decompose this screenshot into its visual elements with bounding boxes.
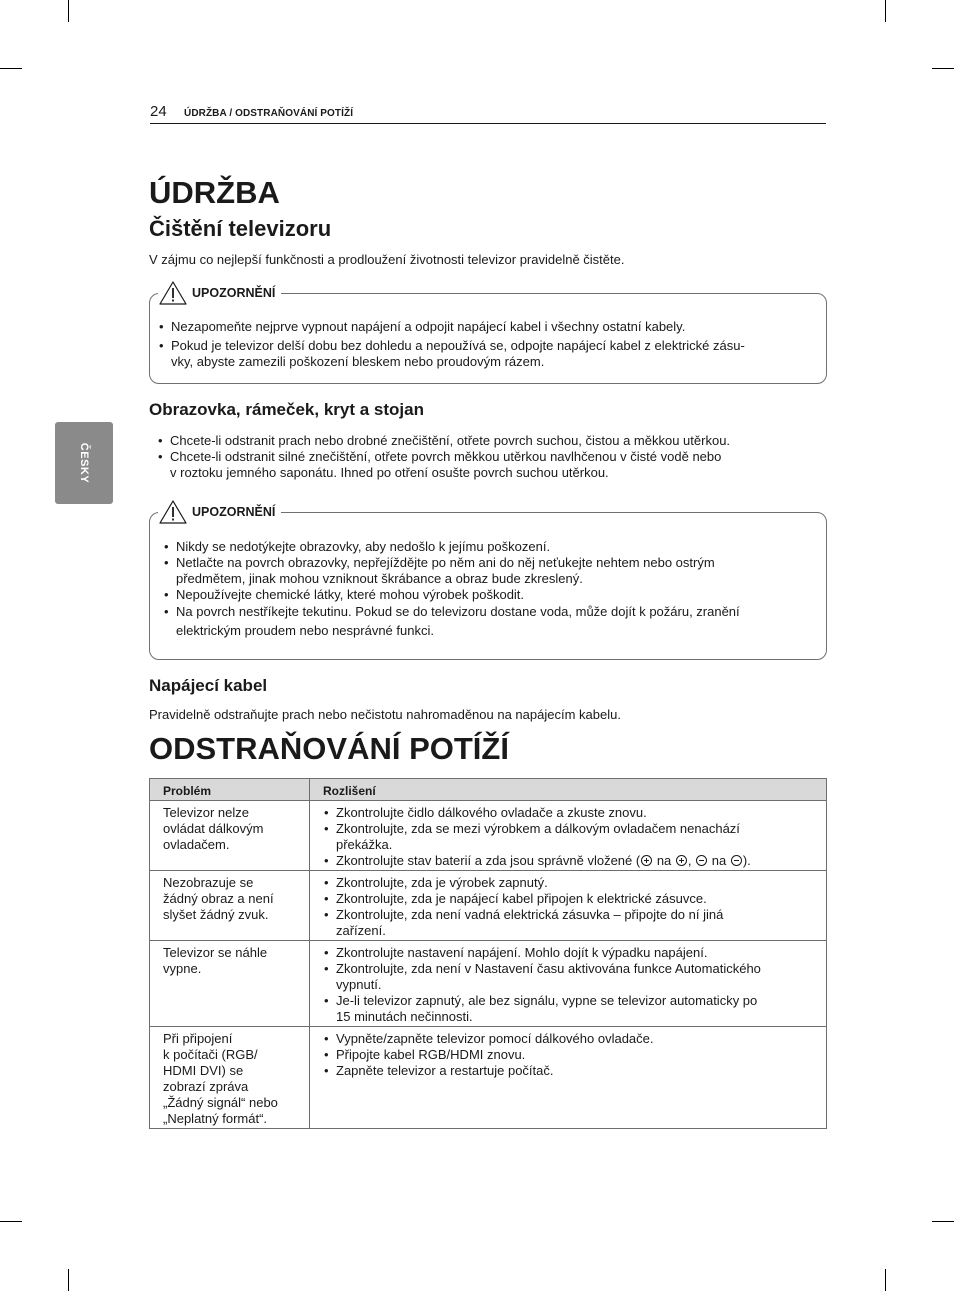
battery-text-prefix: Zkontrolujte stav baterií a zda jsou správně vložené ( (336, 853, 641, 868)
solution-list (323, 1031, 813, 1079)
solution-list (323, 875, 813, 939)
caution-label: UPOZORNĚNÍ (192, 286, 276, 300)
column-header-solution: Rozlišení (310, 779, 827, 801)
plus-icon (676, 855, 687, 866)
problem-cell: Nezobrazuje se žádný obraz a není slyšet žádný zvuk. (150, 871, 310, 941)
caution-header (158, 280, 281, 306)
problem-cell: Televizor se náhle vypne. (150, 941, 310, 1027)
table-header-row (150, 779, 827, 801)
list-item: • Připojte kabel RGB/HDMI znovu. (323, 1047, 813, 1063)
problem-cell: Při připojení k počítači (RGB/ HDMI DVI) se zobrazí zpráva „Žádný signál“ nebo „Neplatný formát“. (150, 1027, 310, 1129)
list-item: • Nikdy se nedotýkejte obrazovky, aby nedošlo k jejímu poškození. (163, 539, 813, 555)
caution-header (158, 499, 281, 525)
list-item: • Netlačte na povrch obrazovky, nepřejíždějte po něm ani do něj neťukejte nehtem nebo ostrým předmětem, jinak mohou vzniknout škrábance a obraz bude zkreslený. (163, 555, 813, 587)
screen-section-title: Obrazovka, rámeček, kryt a stojan (149, 400, 424, 419)
solution-list (323, 805, 813, 869)
table-row (150, 801, 827, 871)
list-item: • Nezapomeňte nejprve vypnout napájení a odpojit napájecí kabel i všechny ostatní kabely. (158, 319, 808, 335)
caution-list (158, 319, 808, 370)
crop-mark (885, 0, 886, 22)
language-tab (55, 422, 113, 504)
list-item: • Zkontrolujte, zda není v Nastavení času aktivována funkce Automatického vypnutí. (323, 961, 813, 993)
cleaning-intro: V zájmu co nejlepší funkčnosti a prodloužení životnosti televizor pravidelně čistěte. (149, 252, 625, 267)
crop-mark (68, 1269, 69, 1291)
crop-mark (68, 0, 69, 22)
table-row (150, 871, 827, 941)
list-item: • Zkontrolujte, zda se mezi výrobkem a dálkovým ovladačem nenachází překážka. (323, 821, 813, 853)
warning-icon (158, 499, 188, 525)
battery-text-sep: , (687, 853, 696, 868)
list-item: • Je-li televizor zapnutý, ale bez signálu, vypne se televizor automaticky po 15 minutách nečinnosti. (323, 993, 813, 1025)
column-header-problem: Problém (150, 779, 310, 801)
crop-mark (932, 68, 954, 69)
page-number: 24 (150, 103, 167, 120)
solution-cell (310, 1027, 827, 1129)
battery-text-suffix: ). (742, 853, 751, 868)
list-item: • Zkontrolujte čidlo dálkového ovladače a zkuste znovu. (323, 805, 813, 821)
crop-mark (932, 1221, 954, 1222)
list-item: • Chcete-li odstranit silné znečištění, otřete povrch měkkou utěrkou navlhčenou v čisté vodě nebo v roztoku jemného saponátu. Ihned po otření osušte povrch suchou utěrkou. (157, 449, 827, 481)
page-header (150, 103, 826, 124)
battery-text-sep: na (653, 853, 675, 868)
list-item: • Chcete-li odstranit prach nebo drobné znečištění, otřete povrch suchou, čistou a měkkou utěrkou. (157, 433, 827, 449)
list-item: • Nepoužívejte chemické látky, které mohou výrobek poškodit. (163, 587, 813, 603)
crop-mark (0, 68, 22, 69)
list-item: • Na povrch nestříkejte tekutinu. Pokud se do televizoru dostane voda, může dojít k požáru, zranění elektrickým proudem nebo nesprávné funkci. (163, 602, 813, 640)
list-item: • Zapněte televizor a restartuje počítač. (323, 1063, 813, 1079)
power-cable-title: Napájecí kabel (149, 676, 268, 695)
solution-list (323, 945, 813, 1025)
problem-cell: Televizor nelze ovládat dálkovým ovladačem. (150, 801, 310, 871)
crop-mark (0, 1221, 22, 1222)
crop-mark (885, 1269, 886, 1291)
language-tab-label: ČESKY (78, 442, 90, 484)
caution-list (163, 539, 813, 640)
list-item: • Vypněte/zapněte televizor pomocí dálkového ovladače. (323, 1031, 813, 1047)
solution-cell (310, 941, 827, 1027)
troubleshooting-title: ODSTRAŇOVÁNÍ POTÍŽÍ (149, 731, 509, 766)
table-row (150, 941, 827, 1027)
power-cable-text: Pravidelně odstraňujte prach nebo nečistotu nahromaděnou na napájecím kabelu. (149, 707, 621, 722)
caution-box-1 (149, 286, 827, 384)
maintenance-title: ÚDRŽBA (149, 175, 280, 210)
minus-icon (696, 855, 707, 866)
battery-text-sep: na (708, 853, 730, 868)
screen-cleaning-list (157, 433, 827, 481)
list-item: • Zkontrolujte, zda není vadná elektrická zásuvka – připojte do ní jiná zařízení. (323, 907, 813, 939)
solution-cell (310, 801, 827, 871)
caution-box-2 (149, 505, 827, 660)
minus-icon (731, 855, 742, 866)
list-item: • Pokud je televizor delší dobu bez dohledu a nepoužívá se, odpojte napájecí kabel z elektrické zásu- vky, abyste zamezili poškození bleskem nebo proudovým rázem. (158, 338, 808, 370)
running-title: ÚDRŽBA / ODSTRAŇOVÁNÍ POTÍŽÍ (184, 108, 354, 119)
list-item: • Zkontrolujte, zda je výrobek zapnutý. (323, 875, 813, 891)
solution-cell (310, 871, 827, 941)
cleaning-subtitle: Čištění televizoru (149, 216, 332, 241)
troubleshooting-table (149, 778, 827, 1129)
list-item (323, 853, 813, 869)
caution-label: UPOZORNĚNÍ (192, 505, 276, 519)
list-item: • Zkontrolujte, zda je napájecí kabel připojen k elektrické zásuvce. (323, 891, 813, 907)
list-item: • Zkontrolujte nastavení napájení. Mohlo dojít k výpadku napájení. (323, 945, 813, 961)
plus-icon (641, 855, 652, 866)
table-row (150, 1027, 827, 1129)
warning-icon (158, 280, 188, 306)
